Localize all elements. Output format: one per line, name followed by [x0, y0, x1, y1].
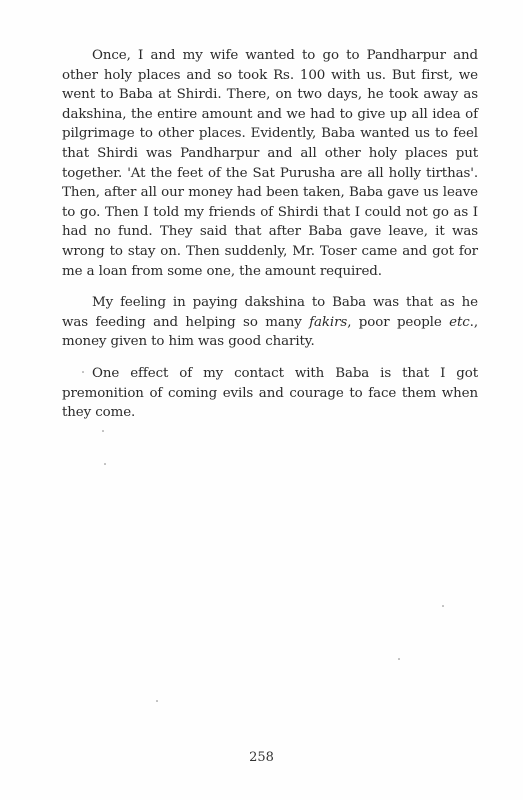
paragraph-1-text: Once, I and my wife wanted to go to Pandharpur and other holy places and so took Rs. 100 with us. But first, we went to Baba at Shirdi. There, on two days, he took away as dakshina, the entire amount and we had to give up all idea of pilgrimage to other places. Evidently, Baba wanted us to feel that Shirdi was Pandharpur and all other holy places put together. 'At the feet of the Sat Purusha are all holly tirthas'. Then, after all our money had been taken, Baba gave us leave to go. Then I told my friends of Shirdi that I could not go as I had no fund. They said that after Baba gave leave, it was wrong to stay on. Then suddenly, Mr. Toser came and got for me a loan from some one, the amount required. — [62, 48, 478, 279]
scan-speck — [156, 700, 158, 702]
paragraph-1 — [62, 46, 478, 281]
body-text — [62, 46, 478, 435]
paragraph-2-text-a: My feeling in paying dakshina to Baba was that as he was feeding and helping so many — [62, 295, 478, 330]
scan-speck — [102, 430, 104, 432]
paragraph-2-italic-fakirs: fakirs — [309, 314, 348, 330]
paragraph-3 — [62, 364, 478, 423]
paragraph-2-italic-etc: etc — [449, 314, 470, 330]
scan-speck — [442, 605, 444, 607]
paragraph-2-text-b: , poor people — [347, 314, 450, 330]
paragraph-2 — [62, 293, 478, 352]
paragraph-2-text-c: ., money given to him was good charity. — [62, 314, 478, 350]
scan-speck — [82, 371, 84, 373]
page-number: 258 — [249, 750, 274, 765]
paragraph-3-text: One effect of my contact with Baba is that I got premonition of coming evils and courage to face them when they come. — [62, 365, 478, 421]
scan-speck — [398, 658, 400, 660]
scan-speck — [104, 463, 106, 465]
